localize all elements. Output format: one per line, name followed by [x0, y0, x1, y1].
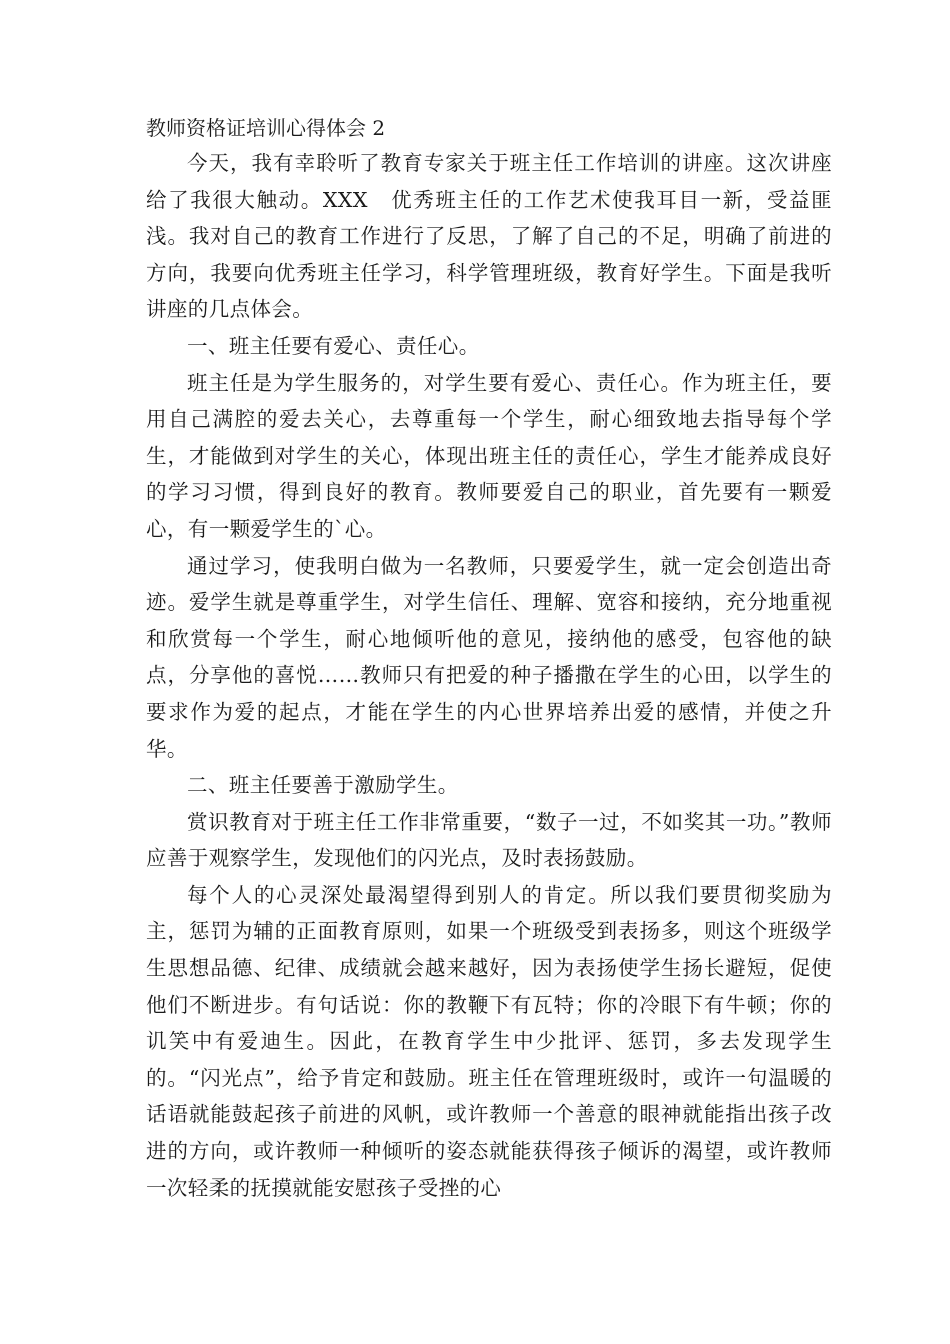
paragraph-appreciation: 赏识教育对于班主任工作非常重要，“数子一过，不如奖其一功。”教师应善于观察学生，发现他们的闪光点，及时表扬鼓励。	[146, 809, 832, 871]
document-title: 教师资格证培训心得体会 2	[146, 116, 386, 140]
paragraph-love-responsibility: 班主任是为学生服务的，对学生要有爱心、责任心。作为班主任，要用自己满腔的爱去关心，去尊重每一个学生，耐心细致地去指导每个学生，才能做到对学生的关心，体现出班主任的责任心，学生才能养成良好的学习习惯，得到良好的教育。教师要爱自己的职业，首先要有一颗爱心，有一颗爱学生的`心。	[146, 370, 832, 541]
document-body	[146, 145, 832, 1206]
paragraph-encouragement: 每个人的心灵深处最渴望得到别人的肯定。所以我们要贯彻奖励为主，惩罚为辅的正面教育原则，如果一个班级受到表扬多，则这个班级学生思想品德、纪律、成绩就会越来越好，因为表扬使学生扬长避短，促使他们不断进步。有句话说：你的教鞭下有瓦特；你的冷眼下有牛顿；你的讥笑中有爱迪生。因此，在教育学生中少批评、惩罚，多去发现学生的。“闪光点”，给予肯定和鼓励。班主任在管理班级时，或许一句温暖的话语就能鼓起孩子前进的风帆，或许教师一个善意的眼神就能指出孩子改进的方向，或许教师一种倾听的姿态就能获得孩子倾诉的渴望，或许教师一次轻柔的抚摸就能安慰孩子受挫的心	[146, 882, 832, 1200]
paragraph-respect-students: 通过学习，使我明白做为一名教师，只要爱学生，就一定会创造出奇迹。爱学生就是尊重学生，对学生信任、理解、宽容和接纳，充分地重视和欣赏每一个学生，耐心地倾听他的意见，接纳他的感受，包容他的缺点，分享他的喜悦……教师只有把爱的种子播撒在学生的心田，以学生的要求作为爱的起点，才能在学生的内心世界培养出爱的感情，并使之升华。	[146, 553, 832, 761]
paragraph-intro: 今天，我有幸聆听了教育专家关于班主任工作培训的讲座。这次讲座给了我很大触动。XXX 优秀班主任的工作艺术使我耳目一新，受益匪浅。我对自己的教育工作进行了反思，了解了自己的不足，明确了前进的方向，我要向优秀班主任学习，科学管理班级，教育好学生。下面是我听讲座的几点体会。	[146, 151, 832, 322]
section-heading-1: 一、班主任要有爱心、责任心。	[187, 333, 480, 358]
section-heading-2: 二、班主任要善于激励学生。	[187, 773, 459, 798]
